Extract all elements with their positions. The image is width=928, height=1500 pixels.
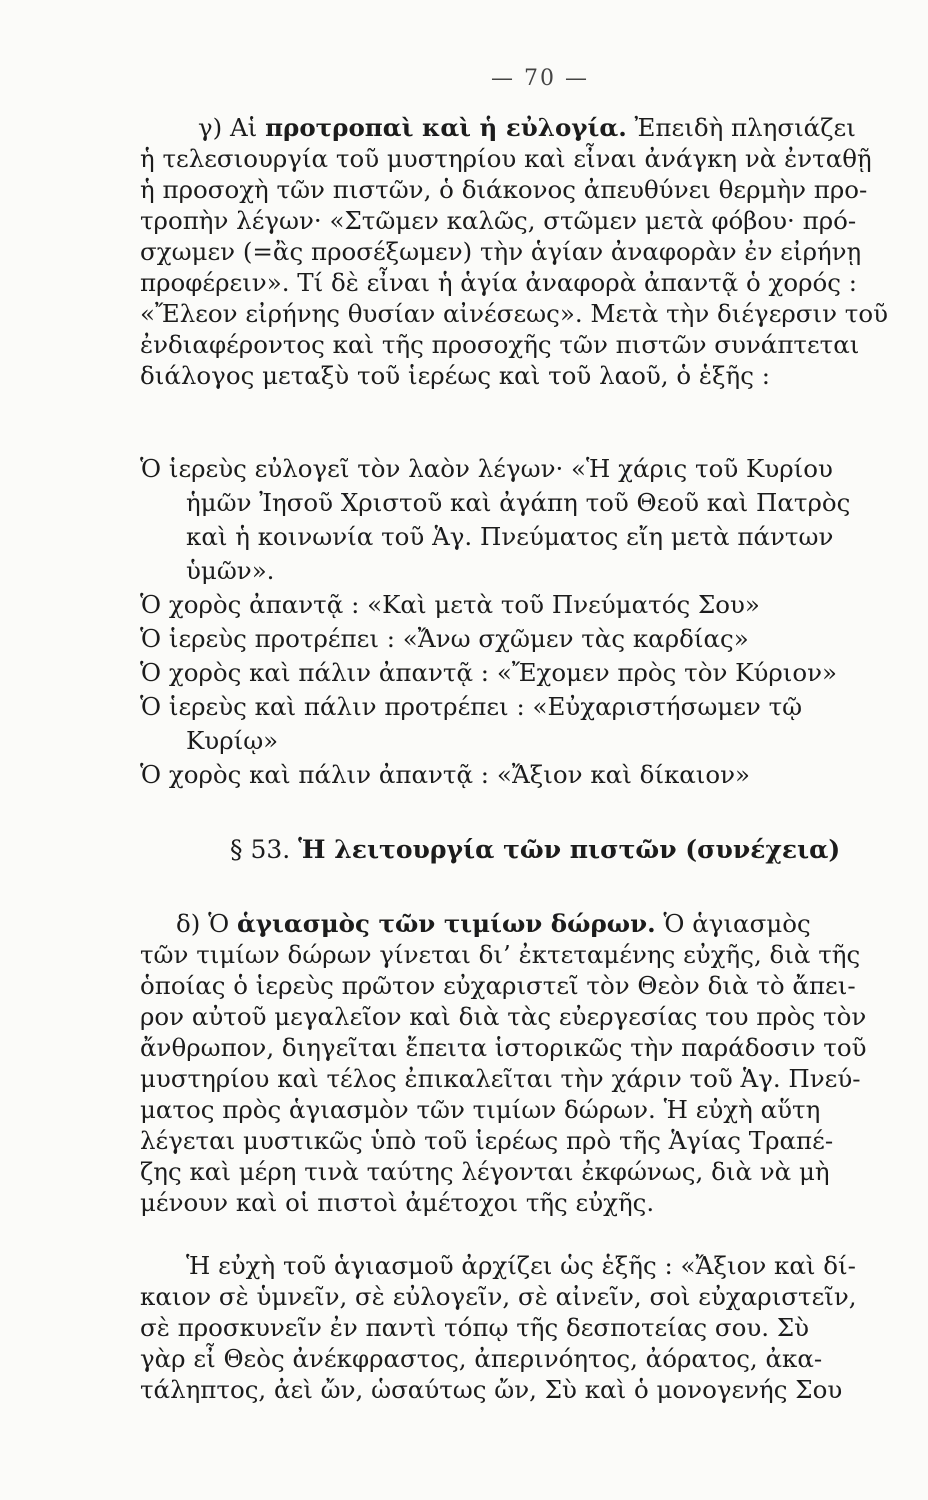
section-heading-line [140,830,900,870]
section-d-paragraph [140,908,900,1249]
dialogue-line: Ὁ ἱερεὺς καὶ πάλιν προτρέπει : «Εὐχαριστήσωμεν τῷ [140,692,803,721]
section-heading [140,830,900,870]
dialogue-line: Ὁ χορὸς ἀπαντᾷ : «Καὶ μετὰ τοῦ Πνεύματός Σου» [140,590,760,619]
text-line: Ὁ ἁγιασμὸς [663,909,811,938]
section-g-title: προτροπαὶ καὶ ἡ εὐλογία. [265,113,627,142]
text-line: ἐνδιαφέροντος καὶ τῆς προσοχῆς τῶν πιστῶν συνάπτεται [140,330,860,359]
text-line: ρον αὐτοῦ μεγαλεῖον καὶ διὰ τὰς εὐεργεσίας του πρὸς τὸν [140,1002,867,1031]
dialogue-line: Ὁ ἱερεὺς προτρέπει : «Ἄνω σχῶμεν τὰς καρδίας» [140,624,749,653]
text-line: ζης καὶ μέρη τινὰ ταύτης λέγονται ἐκφώνως, διὰ νὰ μὴ [140,1157,830,1186]
section-number: § 53. [230,835,291,864]
page-number: — 70 — [491,66,589,91]
section-d-label: δ) Ὁ [176,909,230,938]
text-line [140,1218,900,1249]
dialogue-line: ὑμῶν». [186,556,275,585]
text-line: μένουν καὶ οἱ πιστοὶ ἀμέτοχοι τῆς εὐχῆς. [140,1188,655,1217]
dialogue-line: ἡμῶν Ἰησοῦ Χριστοῦ καὶ ἀγάπη τοῦ Θεοῦ καὶ Πατρὸς [186,488,851,517]
section-d-first-line [140,908,900,939]
dialogue-line: Ὁ ἱερεὺς εὐλογεῖ τὸν λαὸν λέγων· «Ἡ χάρις τοῦ Κυρίου [140,454,833,483]
text-line: σὲ προσκυνεῖν ἐν παντὶ τόπῳ τῆς δεσποτείας σου. Σὺ [140,1313,810,1342]
dialogue-line: Ὁ χορὸς καὶ πάλιν ἀπαντᾷ : «Ἄξιον καὶ δίκαιον» [140,760,751,789]
text-line: τῶν τιμίων δώρων γίνεται δι’ ἐκτεταμένης εὐχῆς, διὰ τῆς [140,940,861,969]
prayer-paragraph [140,1250,900,1405]
text-line: προφέρειν». Τί δὲ εἶναι ἡ ἁγία ἀναφορὰ ἀπαντᾷ ὁ χορός : [140,268,858,297]
text-line: καιον σὲ ὑμνεῖν, σὲ εὐλογεῖν, σὲ αἰνεῖν, σοὶ εὐχαριστεῖν, [140,1282,857,1311]
text-line: ἡ τελεσιουργία τοῦ μυστηρίου καὶ εἶναι ἀνάγκη νὰ ἐνταθῇ [140,144,872,173]
text-line: τάληπτος, ἀεὶ ὤν, ὡσαύτως ὤν, Σὺ καὶ ὁ μονογενής Σου [140,1375,843,1404]
section-g-first-line [140,112,900,143]
text-line: ἄνθρωπον, διηγεῖται ἔπειτα ἱστορικῶς τὴν παράδοσιν τοῦ [140,1033,867,1062]
text-line: σχωμεν (=ἂς προσέξωμεν) τὴν ἁγίαν ἀναφορὰν ἐν εἰρήνῃ [140,237,862,266]
text-line: Ἐπειδὴ πλησιάζει [634,113,856,142]
section-title: Ἡ λειτουργία τῶν πιστῶν (συνέχεια) [298,835,841,864]
text-line: Ἡ εὐχὴ τοῦ ἁγιασμοῦ ἀρχίζει ὡς ἑξῆς : «Ἄξιον καὶ δί- [186,1251,856,1280]
text-line: λέγεται μυστικῶς ὑπὸ τοῦ ἱερέως πρὸ τῆς Ἁγίας Τραπέ- [140,1126,834,1155]
section-d-title: ἁγιασμὸς τῶν τιμίων δώρων. [236,909,656,938]
liturgical-dialogue [140,452,900,792]
text-line: τροπὴν λέγων· «Στῶμεν καλῶς, στῶμεν μετὰ φόβου· πρό- [140,206,857,235]
dialogue-line: Κυρίῳ» [186,726,279,755]
text-line: μυστηρίου καὶ τέλος ἐπικαλεῖται τὴν χάριν τοῦ Ἁγ. Πνεύ- [140,1064,861,1093]
dialogue-line: Ὁ χορὸς καὶ πάλιν ἀπαντᾷ : «Ἔχομεν πρὸς τὸν Κύριον» [140,658,838,687]
section-g-paragraph [140,112,900,391]
text-line: «Ἔλεον εἰρήνης θυσίαν αἰνέσεως». Μετὰ τὴν διέγερσιν τοῦ [140,299,889,328]
text-line: ὁποίας ὁ ἱερεὺς πρῶτον εὐχαριστεῖ τὸν Θεὸν διὰ τὸ ἄπει- [140,971,856,1000]
dialogue-line: καὶ ἡ κοινωνία τοῦ Ἁγ. Πνεύματος εἴη μετὰ πάντων [186,522,834,551]
text-line: διάλογος μεταξὺ τοῦ ἱερέως καὶ τοῦ λαοῦ, ὁ ἑξῆς : [140,361,770,390]
text-line: ματος πρὸς ἁγιασμὸν τῶν τιμίων δώρων. Ἡ εὐχὴ αὕτη [140,1095,821,1124]
text-line: ἡ προσοχὴ τῶν πιστῶν, ὁ διάκονος ἀπευθύνει θερμὴν προ- [140,175,868,204]
section-g-label: γ) Αἱ [198,113,258,142]
text-line: γὰρ εἶ Θεὸς ἀνέκφραστος, ἀπερινόητος, ἀόρατος, ἀκα- [140,1344,823,1373]
